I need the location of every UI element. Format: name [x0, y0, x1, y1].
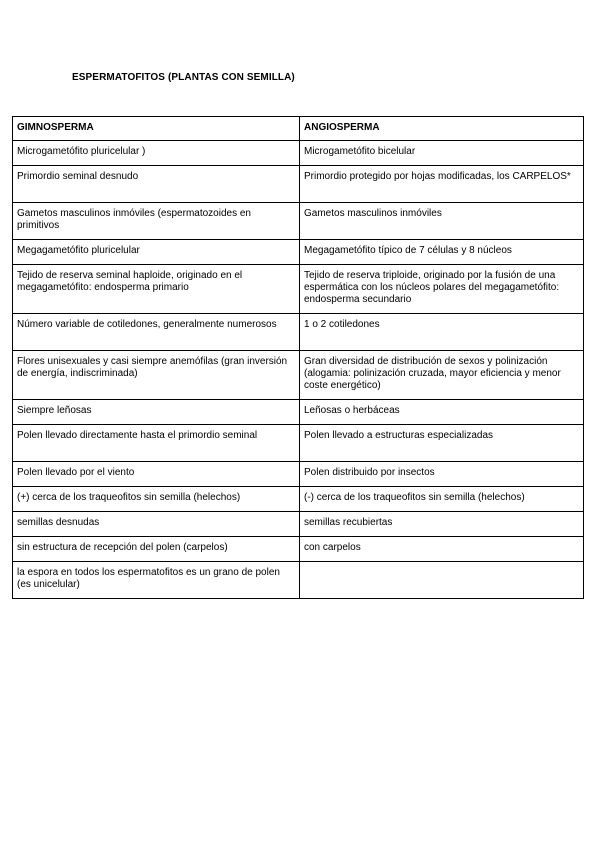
- table-cell-empty: [300, 562, 584, 599]
- table-row: [13, 141, 584, 166]
- table-cell-angiosperma: Megagametófito típico de 7 células y 8 núcleos: [300, 240, 584, 265]
- table-cell-angiosperma: (-) cerca de los traqueofitos sin semilla (helechos): [300, 487, 584, 512]
- table-cell-angiosperma: Microgametófito bicelular: [300, 141, 584, 166]
- table-cell-angiosperma: Polen distribuido por insectos: [300, 462, 584, 487]
- table-cell-footer-note: la espora en todos los espermatofitos es un grano de polen (es unicelular): [13, 562, 300, 599]
- table-cell-angiosperma: 1 o 2 cotiledones: [300, 314, 584, 351]
- table-cell-gimnosperma: Gametos masculinos inmóviles (espermatozoides en primitivos: [13, 203, 300, 240]
- table-row: [13, 512, 584, 537]
- table-cell-angiosperma: Polen llevado a estructuras especializadas: [300, 425, 584, 462]
- table-row: [13, 400, 584, 425]
- table-cell-angiosperma: Gametos masculinos inmóviles: [300, 203, 584, 240]
- table-cell-gimnosperma: Tejido de reserva seminal haploide, originado en el megagametófito: endosperma primario: [13, 265, 300, 314]
- table-cell-angiosperma: semillas recubiertas: [300, 512, 584, 537]
- table-cell-gimnosperma: (+) cerca de los traqueofitos sin semilla (helechos): [13, 487, 300, 512]
- table-cell-angiosperma: Leñosas o herbáceas: [300, 400, 584, 425]
- header-gimnosperma: GIMNOSPERMA: [13, 117, 300, 141]
- table-cell-gimnosperma: Polen llevado por el viento: [13, 462, 300, 487]
- table-cell-angiosperma: Tejido de reserva triploide, originado por la fusión de una espermática con los núcleos polares del megagametófito: endosperma secundario: [300, 265, 584, 314]
- table-row: [13, 425, 584, 462]
- table-cell-gimnosperma: Flores unisexuales y casi siempre anemófilas (gran inversión de energía, indiscriminada): [13, 351, 300, 400]
- table-cell-gimnosperma: Primordio seminal desnudo: [13, 166, 300, 203]
- table-cell-gimnosperma: Megagametófito pluricelular: [13, 240, 300, 265]
- header-angiosperma: ANGIOSPERMA: [300, 117, 584, 141]
- table-row: [13, 462, 584, 487]
- table-row: [13, 314, 584, 351]
- table-row: [13, 351, 584, 400]
- table-row: [13, 487, 584, 512]
- table-row: [13, 265, 584, 314]
- table-cell-gimnosperma: Número variable de cotiledones, generalmente numerosos: [13, 314, 300, 351]
- page-title: ESPERMATOFITOS (PLANTAS CON SEMILLA): [72, 72, 295, 83]
- table-cell-gimnosperma: Polen llevado directamente hasta el primordio seminal: [13, 425, 300, 462]
- table-cell-angiosperma: Gran diversidad de distribución de sexos y polinización (alogamia: polinización cruzada, mayor eficiencia y menor coste energético): [300, 351, 584, 400]
- table-row: [13, 562, 584, 599]
- table-cell-gimnosperma: semillas desnudas: [13, 512, 300, 537]
- table-cell-angiosperma: con carpelos: [300, 537, 584, 562]
- table-header-row: [13, 117, 584, 141]
- table-row: [13, 537, 584, 562]
- table-cell-gimnosperma: Microgametófito pluricelular ): [13, 141, 300, 166]
- table-row: [13, 240, 584, 265]
- table-row: [13, 203, 584, 240]
- table-cell-gimnosperma: Siempre leñosas: [13, 400, 300, 425]
- table-cell-angiosperma: Primordio protegido por hojas modificadas, los CARPELOS*: [300, 166, 584, 203]
- table-cell-gimnosperma: sin estructura de recepción del polen (carpelos): [13, 537, 300, 562]
- comparison-table: [12, 116, 584, 599]
- table-row: [13, 166, 584, 203]
